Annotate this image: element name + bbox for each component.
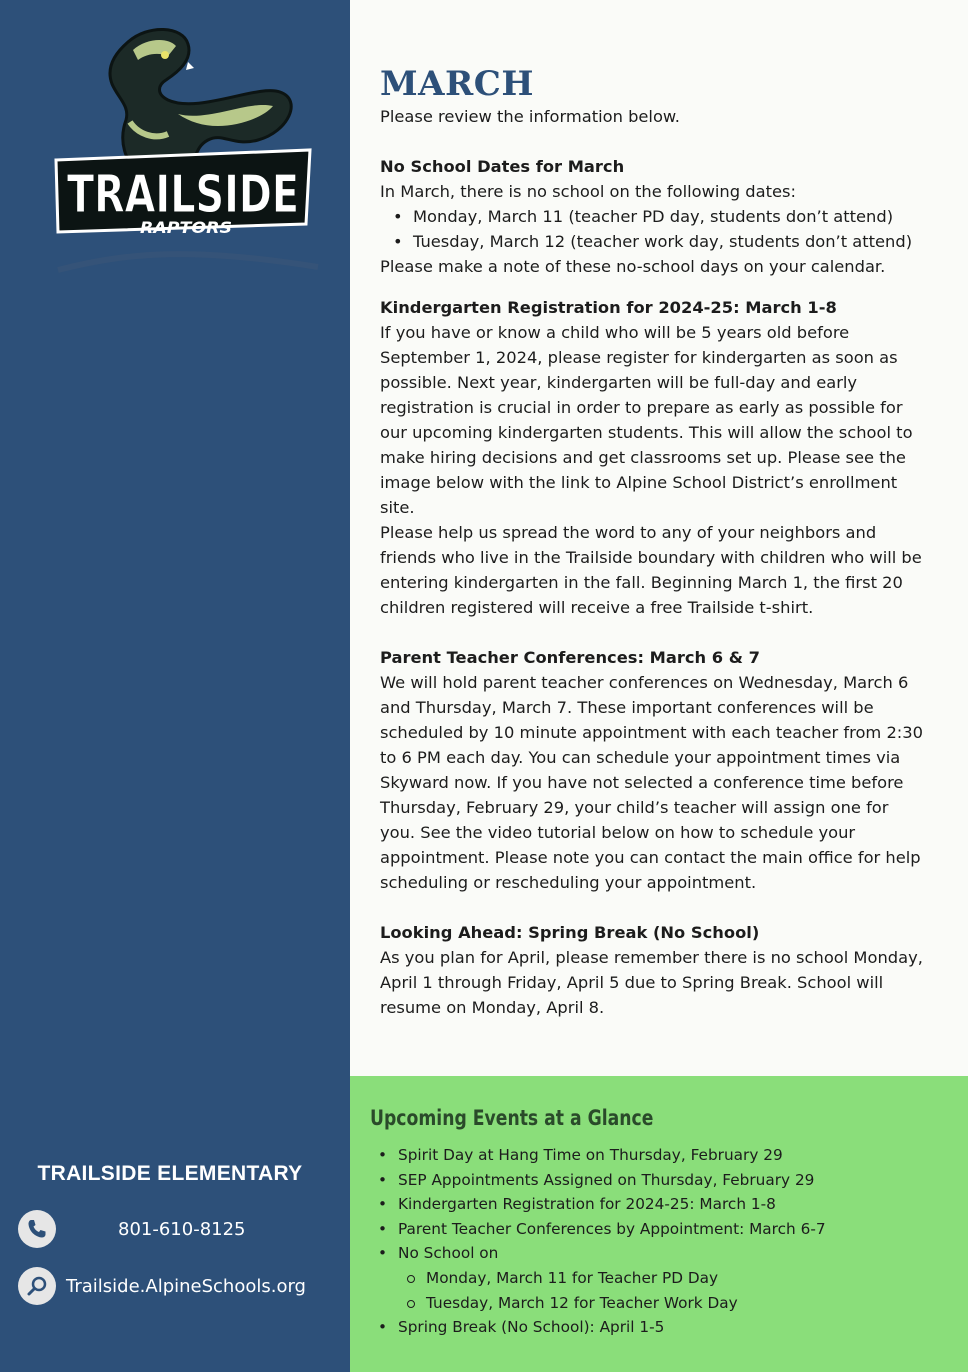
list-item: • No School on bbox=[370, 1241, 950, 1266]
list-item: • Spirit Day at Hang Time on Thursday, February 29 bbox=[370, 1143, 950, 1168]
phone-number: 801-610-8125 bbox=[118, 1218, 246, 1240]
kindergarten-heading: Kindergarten Registration for 2024-25: March 1-8 bbox=[380, 298, 837, 317]
sub-list-item: Tuesday, March 12 for Teacher Work Day bbox=[370, 1291, 950, 1316]
events-title: Upcoming Events at a Glance bbox=[370, 1106, 654, 1130]
conferences-heading: Parent Teacher Conferences: March 6 & 7 bbox=[380, 648, 760, 667]
list-item: • Kindergarten Registration for 2024-25: March 1-8 bbox=[370, 1192, 950, 1217]
phone-contact[interactable] bbox=[18, 1209, 246, 1249]
list-item: • Parent Teacher Conferences by Appointment: March 6-7 bbox=[370, 1217, 950, 1242]
no-school-lead: In March, there is no school on the following dates: bbox=[380, 182, 796, 201]
list-item: • Spring Break (No School): April 1-5 bbox=[370, 1315, 950, 1340]
kindergarten-para1: If you have or know a child who will be 5 years old before September 1, 2024, please register for kindergarten as soon as possible. Next year, kindergarten will be full-day and early registration is crucial in order to prepare as early as possible for our upcoming kindergarten students. This will allow the school to make hiring decisions and get classrooms set up. Please see the image below with the link to Alpine School District’s enrollment site. bbox=[380, 323, 913, 517]
list-item: • Monday, March 11 (teacher PD day, students don’t attend) bbox=[413, 204, 928, 229]
spring-break-para: As you plan for April, please remember there is no school Monday, April 1 through Friday, April 5 due to Spring Break. School will resume on Monday, April 8. bbox=[380, 948, 923, 1017]
website-link[interactable]: Trailside.AlpineSchools.org bbox=[66, 1275, 306, 1297]
no-school-list bbox=[380, 204, 928, 254]
sub-list-item: Monday, March 11 for Teacher PD Day bbox=[370, 1266, 950, 1291]
list-item: • Tuesday, March 12 (teacher work day, students don’t attend) bbox=[413, 229, 928, 254]
conferences-para: We will hold parent teacher conferences on Wednesday, March 6 and Thursday, March 7. These important conferences will be scheduled by 10 minute appointment with each teacher from 2:30 to 6 PM each day. You can schedule your appointment times via Skyward now. If you have not selected a conference time before Thursday, February 29, your child’s teacher will assign one for you. See the video tutorial below on how to schedule your appointment. Please note you can contact the main office for help scheduling or rescheduling your appointment. bbox=[380, 673, 924, 892]
trailside-raptors-logo bbox=[18, 22, 338, 277]
phone-icon bbox=[18, 1210, 56, 1248]
page-title: MARCH bbox=[380, 64, 534, 104]
logo-word: TRAILSIDE bbox=[67, 165, 299, 225]
events-list bbox=[370, 1143, 950, 1340]
search-icon bbox=[18, 1267, 56, 1305]
newsletter-body bbox=[380, 60, 928, 1020]
list-item: • SEP Appointments Assigned on Thursday, February 29 bbox=[370, 1168, 950, 1193]
no-school-note: Please make a note of these no-school days on your calendar. bbox=[380, 257, 886, 276]
website-contact[interactable] bbox=[18, 1266, 306, 1306]
logo-sub: RAPTORS bbox=[140, 218, 232, 237]
sidebar bbox=[0, 0, 350, 1372]
school-name: TRAILSIDE ELEMENTARY bbox=[37, 1162, 303, 1185]
no-school-heading: No School Dates for March bbox=[380, 157, 625, 176]
upcoming-events-panel bbox=[350, 1076, 968, 1372]
intro-text: Please review the information below. bbox=[380, 107, 680, 126]
kindergarten-para2: Please help us spread the word to any of your neighbors and friends who live in the Trailside boundary with children who will be entering kindergarten in the fall. Beginning March 1, the first 20 children registered will receive a free Trailside t-shirt. bbox=[380, 523, 922, 617]
spring-break-heading: Looking Ahead: Spring Break (No School) bbox=[380, 923, 760, 942]
